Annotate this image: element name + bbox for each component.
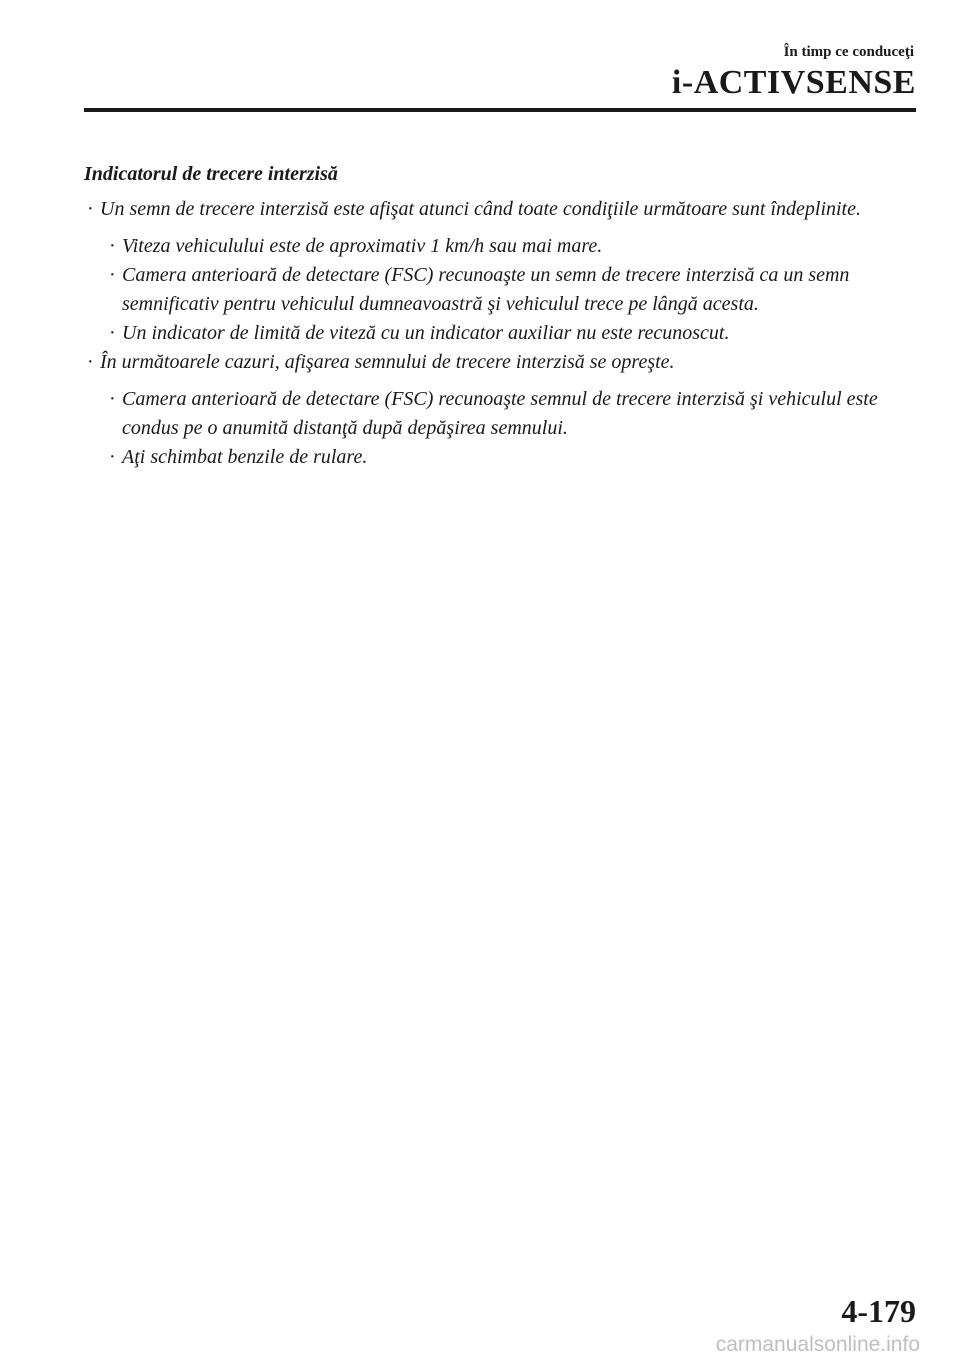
header-section-title: i-ACTIVSENSE xyxy=(671,64,916,101)
bullet-glyph: · xyxy=(109,235,116,257)
header-divider xyxy=(84,108,916,112)
watermark: carmanualsonline.info xyxy=(715,1333,920,1356)
header-chapter: În timp ce conduceţi xyxy=(783,44,914,60)
bullet-glyph: · xyxy=(109,388,116,410)
page-content xyxy=(84,160,904,472)
sub-bullet-text: Viteza vehiculului este de aproximativ 1 km/h sau mai mare. xyxy=(122,235,603,257)
sub-bullet-text: Un indicator de limită de viteză cu un indicator auxiliar nu este recunoscut. xyxy=(122,322,730,344)
bullet-glyph: · xyxy=(109,446,116,468)
bullet-glyph: · xyxy=(109,264,116,286)
section-heading: Indicatorul de trecere interzisă xyxy=(84,163,338,185)
sub-bullet-item xyxy=(84,232,904,261)
sub-bullet-text: Aţi schimbat benzile de rulare. xyxy=(122,446,368,468)
bullet-item xyxy=(84,195,904,224)
bullet-glyph: · xyxy=(109,322,116,344)
sub-bullet-item xyxy=(84,261,904,319)
bullet-text: Un semn de trecere interzisă este afişat atunci când toate condiţiile următoare sunt îndeplinite. xyxy=(100,198,861,220)
bullet-glyph: · xyxy=(87,198,94,220)
bullet-item xyxy=(84,348,904,377)
bullet-glyph: · xyxy=(87,351,94,373)
sub-bullet-text: Camera anterioară de detectare (FSC) recunoaşte semnul de trecere interzisă şi vehiculul este condus pe o anumită distanţă după depăşirea semnului. xyxy=(122,388,878,439)
sub-bullet-item xyxy=(84,385,904,443)
sub-bullet-item xyxy=(84,443,904,472)
sub-bullet-item xyxy=(84,319,904,348)
page-number: 4-179 xyxy=(841,1293,916,1329)
bullet-text: În următoarele cazuri, afişarea semnului de trecere interzisă se opreşte. xyxy=(100,351,675,373)
sub-bullet-text: Camera anterioară de detectare (FSC) recunoaşte un semn de trecere interzisă ca un semn semnificativ pentru vehiculul dumneavoastră şi vehiculul trece pe lângă acesta. xyxy=(122,264,850,315)
